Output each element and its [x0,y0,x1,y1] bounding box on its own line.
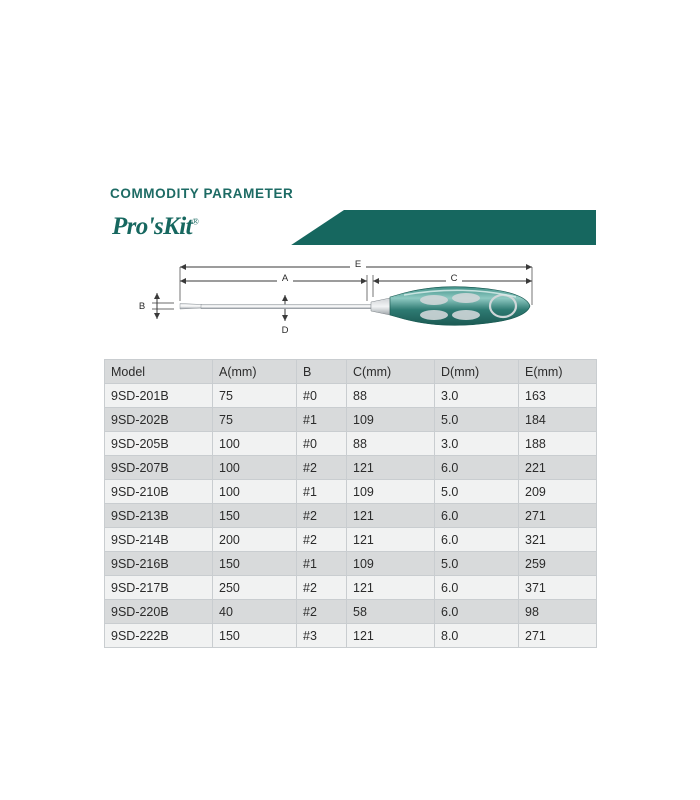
table-row [105,480,597,504]
column-header-b: B [297,360,347,384]
cell-c: 121 [347,456,435,480]
cell-model: 9SD-216B [105,552,213,576]
column-header-e: E(mm) [519,360,597,384]
column-header-c: C(mm) [347,360,435,384]
cell-b: #2 [297,456,347,480]
cell-b: #2 [297,600,347,624]
cell-a: 100 [213,432,297,456]
cell-c: 121 [347,528,435,552]
table-row [105,552,597,576]
cell-model: 9SD-220B [105,600,213,624]
cell-e: 184 [519,408,597,432]
cell-a: 75 [213,408,297,432]
cell-model: 9SD-205B [105,432,213,456]
cell-model: 9SD-201B [105,384,213,408]
table-row [105,456,597,480]
cell-e: 259 [519,552,597,576]
screwdriver-diagram [104,245,596,353]
table-row [105,408,597,432]
svg-text:D: D [281,325,289,336]
cell-c: 109 [347,480,435,504]
cell-d: 5.0 [435,480,519,504]
column-header-model: Model [105,360,213,384]
cell-c: 121 [347,624,435,648]
cell-d: 3.0 [435,432,519,456]
cell-model: 9SD-217B [105,576,213,600]
cell-b: #0 [297,432,347,456]
cell-b: #1 [297,408,347,432]
table-row [105,384,597,408]
cell-c: 88 [347,384,435,408]
table-row [105,624,597,648]
page-title: COMMODITY PARAMETER [110,186,294,201]
cell-a: 75 [213,384,297,408]
cell-a: 200 [213,528,297,552]
cell-model: 9SD-207B [105,456,213,480]
cell-a: 100 [213,456,297,480]
cell-model: 9SD-202B [105,408,213,432]
cell-a: 100 [213,480,297,504]
cell-model: 9SD-214B [105,528,213,552]
cell-d: 6.0 [435,456,519,480]
cell-c: 109 [347,552,435,576]
table-row [105,576,597,600]
content-block [104,186,596,648]
cell-d: 5.0 [435,408,519,432]
cell-model: 9SD-210B [105,480,213,504]
cell-b: #2 [297,504,347,528]
table-row [105,432,597,456]
cell-a: 150 [213,552,297,576]
brand-logo [112,213,198,241]
cell-b: #1 [297,552,347,576]
cell-c: 58 [347,600,435,624]
cell-b: #1 [297,480,347,504]
cell-d: 6.0 [435,528,519,552]
cell-model: 9SD-222B [105,624,213,648]
registered-mark: ® [191,216,199,227]
column-header-a: A(mm) [213,360,297,384]
table-row [105,504,597,528]
cell-c: 121 [347,576,435,600]
cell-a: 150 [213,504,297,528]
cell-e: 321 [519,528,597,552]
cell-d: 5.0 [435,552,519,576]
cell-e: 371 [519,576,597,600]
cell-c: 121 [347,504,435,528]
cell-e: 271 [519,504,597,528]
cell-a: 250 [213,576,297,600]
cell-c: 88 [347,432,435,456]
cell-model: 9SD-213B [105,504,213,528]
cell-e: 271 [519,624,597,648]
cell-a: 40 [213,600,297,624]
cell-d: 6.0 [435,600,519,624]
cell-e: 98 [519,600,597,624]
table-row [105,528,597,552]
cell-d: 6.0 [435,576,519,600]
cell-b: #0 [297,384,347,408]
svg-text:B: B [138,301,146,312]
brand-banner [104,210,596,245]
brand-logo-text: Pro'sKit [112,213,192,240]
cell-b: #2 [297,528,347,552]
svg-text:A: A [281,273,289,284]
cell-a: 150 [213,624,297,648]
svg-text:E: E [354,259,362,270]
cell-e: 221 [519,456,597,480]
cell-b: #2 [297,576,347,600]
cell-b: #3 [297,624,347,648]
svg-text:C: C [450,273,458,284]
cell-d: 3.0 [435,384,519,408]
cell-d: 8.0 [435,624,519,648]
specification-table [104,359,597,648]
cell-e: 209 [519,480,597,504]
table-row [105,600,597,624]
cell-d: 6.0 [435,504,519,528]
table-header-row [105,360,597,384]
cell-e: 163 [519,384,597,408]
cell-e: 188 [519,432,597,456]
column-header-d: D(mm) [435,360,519,384]
cell-c: 109 [347,408,435,432]
